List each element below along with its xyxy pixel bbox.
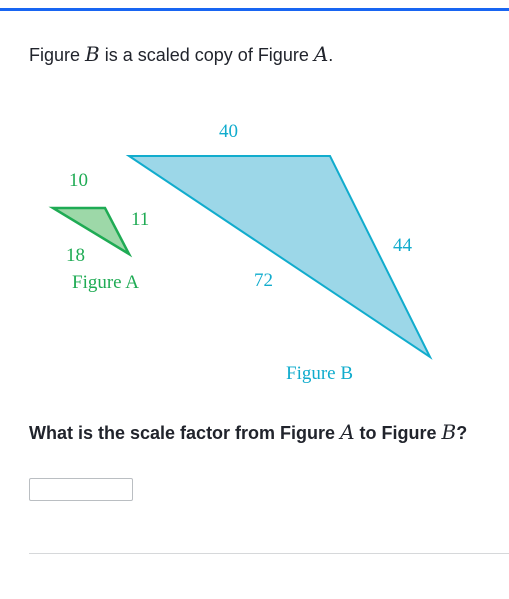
answer-input[interactable] (29, 478, 133, 501)
question-text (29, 420, 467, 445)
question-var-b: B (441, 420, 457, 444)
question-text-1: What is the scale factor from Figure (29, 423, 341, 443)
figure-b-label: Figure B (286, 363, 354, 384)
bottom-divider (29, 553, 509, 554)
prompt-var-a: A (313, 42, 329, 66)
question-var-a: A (340, 420, 355, 444)
figure-b-triangle (129, 156, 430, 357)
figure-a-side-top: 10 (69, 170, 88, 191)
figure-b-side-bottom: 72 (254, 270, 273, 291)
prompt-var-b: B (85, 42, 100, 66)
prompt-text-3: . (328, 45, 334, 65)
figure-b-side-right: 44 (393, 235, 412, 256)
figure-b-side-top: 40 (219, 121, 238, 142)
figure-a-side-bottom: 18 (66, 245, 85, 266)
figure-a-triangle (53, 208, 129, 254)
prompt-text-1: Figure (29, 45, 86, 65)
question-text-3: ? (456, 423, 468, 443)
question-text-2: to Figure (354, 423, 442, 443)
figure-a-side-right: 11 (131, 209, 150, 230)
figure-a-label: Figure A (72, 272, 140, 293)
prompt-text-2: is a scaled copy of Figure (99, 45, 314, 65)
